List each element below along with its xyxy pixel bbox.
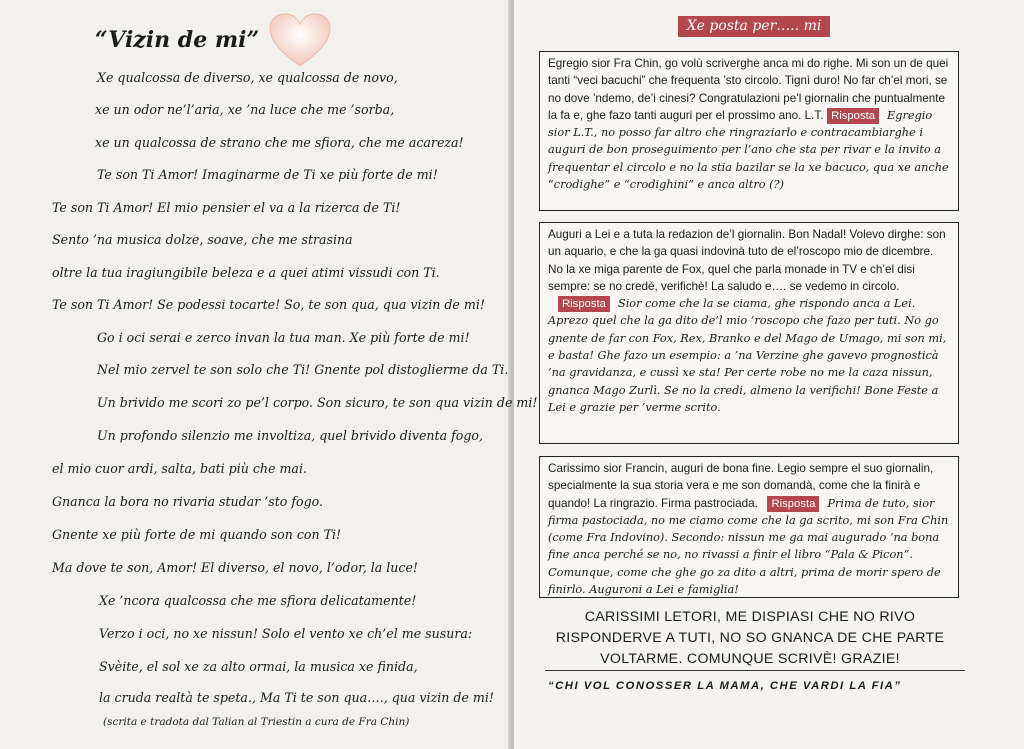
letter-question: Carissimo sior Francin, auguri de bona fine. Legio sempre el suo giornalin, specialmente la sua storia vera e me son domandà, come che la finirà e quando! La ringrazio. Firma pastrociada.: [548, 462, 934, 510]
letter-answer: Egregio sior L.T., no posso far altro che ringraziarlo e contracambiarghe i auguri de bon proseguimento per l’ano che sta per rivar e la invito a frequentar el circolo e no la stia bazilar se la xe bacuco, qua xe anche “crodighe” e “crodighini” e anca altro (?): [548, 108, 949, 192]
poem-line: Un brivido me scori zo pe’l corpo. Son sicuro, te son qua vizin de mi!: [97, 395, 538, 410]
letter-box-3: [539, 456, 959, 598]
reply-badge: Risposta: [827, 108, 879, 124]
poem-line: Te son Ti Amor! El mio pensier el va a la rizerca de Ti!: [52, 200, 401, 215]
poem-line: Xe qualcossa de diverso, xe qualcossa de novo,: [97, 70, 398, 85]
poem-line: Te son Ti Amor! Se podessi tocarte! So, te son qua, qua vizin de mi!: [52, 297, 485, 312]
poem-line: Sento ’na musica dolze, soave, che me strasina: [52, 232, 353, 247]
poem-title: “Vizin de mi”: [95, 27, 260, 53]
poem-line: Nel mio zervel te son solo che Ti! Gnente pol distoglierme da Ti.: [97, 362, 509, 377]
poem-line: la cruda realtà te speta., Ma Ti te son qua…., qua vizin de mi!: [99, 690, 494, 705]
letter-question: Egregio sior Fra Chin, go volù scriverghe anca mi do righe. Mi son un de quei tanti “veci bacuchi” che frequenta ’sto circolo. Tignì duro! No far ch’el mori, se no dove ’ndemo, de’i cinesi? Congratulazioni pe’l giornalin che puntualmente la fa e, ghe fazo tanti auguri per el prossimo ano. L.T.: [548, 57, 949, 122]
readers-notice: CARISSIMI LETORI, ME DISPIASI CHE NO RIVO RISPONDERVE A TUTI, NO SO GNANCA DE CHE PARTE VOLTARME. COMUNQUE SCRIVÈ! GRAZIE!: [555, 609, 945, 667]
poem-line: Ma dove te son, Amor! El diverso, el novo, l’odor, la luce!: [52, 560, 418, 575]
poem-line: Gnente xe più forte de mi quando son con Ti!: [52, 527, 342, 542]
poem-line: Xe ’ncora qualcossa che me sfiora delicatamente!: [99, 593, 417, 608]
poem-line: Svèite, el sol xe za alto ormai, la musica xe finida,: [99, 659, 418, 674]
heart-icon: [268, 12, 332, 68]
poem-line: Un profondo silenzio me involtiza, quel brivido diventa fogo,: [97, 428, 484, 443]
letter-question: Auguri a Lei e a tuta la redazion de’l giornalin. Bon Nadal! Volevo dirghe: son un aquario, e che la ga quasi indovinà tuto de el’roscopo mio de dicembre. No la xe miga parente de Fox, quel che parla monade in TV e ch’el disi sempre: se no credè, verifichè! La saludo e…. se vedemo in circolo.: [548, 228, 946, 293]
poem-line: Te son Ti Amor! Imaginarme de Ti xe più forte de mi!: [97, 167, 438, 182]
divider: [545, 670, 965, 671]
poem-credit: (scrita e tradota dal Talian al Triestin a cura de Fra Chin): [103, 716, 410, 728]
reply-badge: Risposta: [558, 296, 610, 312]
poem-line: el mio cuor ardi, salta, bati più che mai.: [52, 461, 307, 476]
poem-line: oltre la tua iragiungibile beleza e a quei atimi vissudi con Ti.: [52, 265, 440, 280]
poem-line: Go i oci serai e zerco invan la tua man. Xe più forte de mi!: [97, 330, 470, 345]
letter-answer: Prima de tuto, sior firma pastociada, no me ciamo come che la ga scrito, mi son Fra Chin (come Fra Indovino). Secondo: nissun me ga mai augurado ’na bona fine anca perché se no, no rivassi a finir el libro “Pala & Picon”. Comunque, come che ghe go za dito a altri, prima de morir spero de finirlo. Auguroni a Lei e famiglia!: [548, 496, 949, 597]
poem-line: xe un qualcossa de strano che me sfiora, che me acareza!: [95, 135, 464, 150]
reply-badge: Risposta: [767, 496, 819, 512]
poem-line: xe un odor ne’l’aria, xe ’na luce che me ’sorba,: [95, 102, 395, 117]
mail-column-title: Xe posta per….. mi: [678, 16, 830, 37]
poem-line: Gnanca la bora no rivaria studar ’sto fogo.: [52, 494, 324, 509]
letter-box-2: [539, 222, 959, 444]
poem-line: Verzo i oci, no xe nissun! Solo el vento xe ch’el me susura:: [99, 626, 473, 641]
motto: “CHI VOL CONOSSER LA MAMA, CHE VARDI LA FIA”: [548, 680, 902, 692]
letter-box-1: [539, 51, 959, 211]
letter-answer: Sior come che la se ciama, ghe rispondo anca a Lei. Aprezo quel che la ga dito de’l mio ’roscopo che fazo per tuti. No go gnente de far con Fox, Rex, Branko e del Mago de Umago, mi son mi, e basta! Ghe fazo un esempio: a ’na Verzine ghe gavevo prognosticà ’na gravidanza, e cussì xe sta! Per certe robe no me la caza nissun, gnanca Mago Zurlì. Se no la credi, almeno la verifichi! Bone Feste a Lei e grazie per ’verme scrito.: [548, 297, 947, 414]
